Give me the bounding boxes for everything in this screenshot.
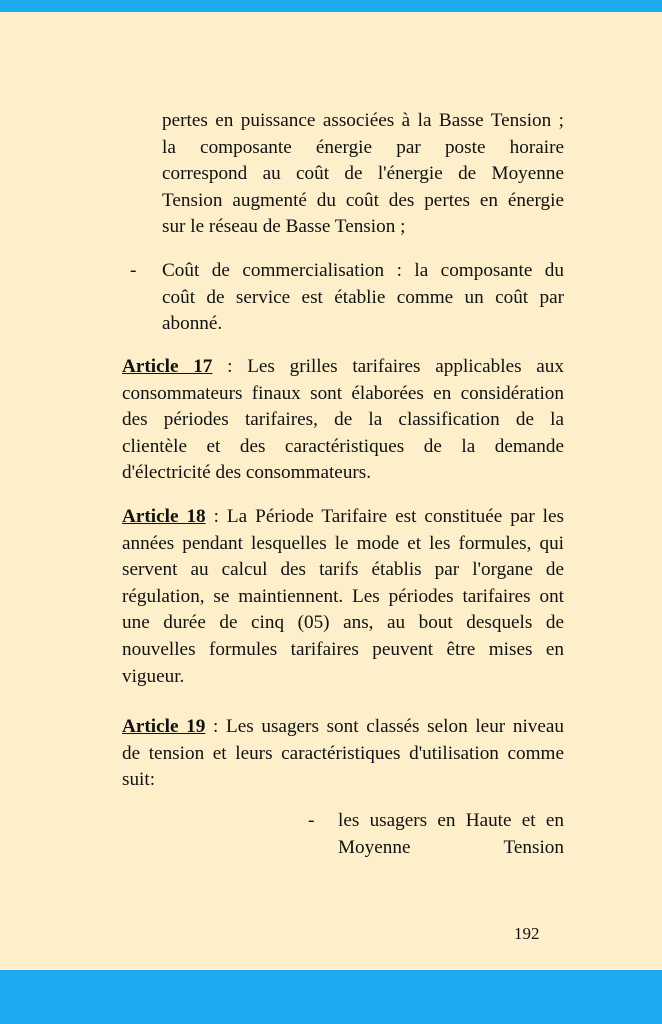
text-line: pertes en puissance associées à la Basse Tension ; (162, 110, 564, 131)
text-line: Coût de commercialisation : la composante du (162, 260, 564, 281)
bottom-bar (0, 970, 662, 1024)
text-line: Moyenne Tension (338, 836, 564, 858)
text-line: des périodes tarifaires, de la classification de la (122, 409, 564, 431)
text-line: correspond au coût de l'énergie de Moyenne (162, 163, 564, 185)
text-line: nouvelles formules tarifaires peuvent être mises en (122, 638, 564, 660)
top-bar (0, 0, 662, 12)
bullet-marker: - (308, 810, 315, 831)
text-line: années pendant lesquelles le mode et les formules, qui (122, 532, 564, 554)
continuation-paragraph (162, 108, 564, 241)
text-line: vigueur. (122, 665, 185, 687)
text-line: une durée de cinq (05) ans, au bout desquels de (122, 612, 564, 634)
text-line: régulation, se maintiennent. Les périodes tarifaires ont (122, 585, 564, 607)
article-text: : Les usagers sont classés selon leur niveau (205, 716, 564, 737)
text-line: la composante énergie par poste horaire (162, 136, 564, 158)
text-line: les usagers en Haute et en (338, 810, 564, 831)
text-line (122, 504, 564, 531)
text-line: d'électricité des consommateurs. (122, 462, 372, 484)
article-19 (122, 714, 564, 794)
text-line: suit: (122, 769, 156, 791)
article-label: Article 18 (122, 506, 206, 527)
page-number: 192 (514, 924, 540, 943)
text-line: de tension et leurs caractéristiques d'utilisation comme (122, 742, 564, 764)
article-18 (122, 504, 564, 690)
bullet-usagers (338, 808, 564, 861)
text-line: consommateurs finaux sont élaborées en considération (122, 382, 564, 404)
bullet-commercialisation (162, 258, 564, 338)
bullet-marker: - (130, 260, 137, 281)
text-line: servent au calcul des tarifs établis par l'organe de (122, 559, 564, 581)
text-line (122, 714, 564, 741)
article-17 (122, 354, 564, 487)
text-line: sur le réseau de Basse Tension ; (162, 216, 406, 238)
text-line (122, 354, 564, 381)
article-label: Article 17 (122, 356, 213, 377)
article-label: Article 19 (122, 716, 206, 737)
article-text: : Les grilles tarifaires applicables aux (212, 356, 564, 377)
text-line: clientèle et des caractéristiques de la demande (122, 435, 564, 457)
text-line: coût de service est établie comme un coût par (162, 286, 564, 308)
text-line: Tension augmenté du coût des pertes en énergie (162, 189, 564, 211)
text-line: abonné. (162, 313, 223, 335)
article-text: : La Période Tarifaire est constituée par les (205, 506, 564, 527)
